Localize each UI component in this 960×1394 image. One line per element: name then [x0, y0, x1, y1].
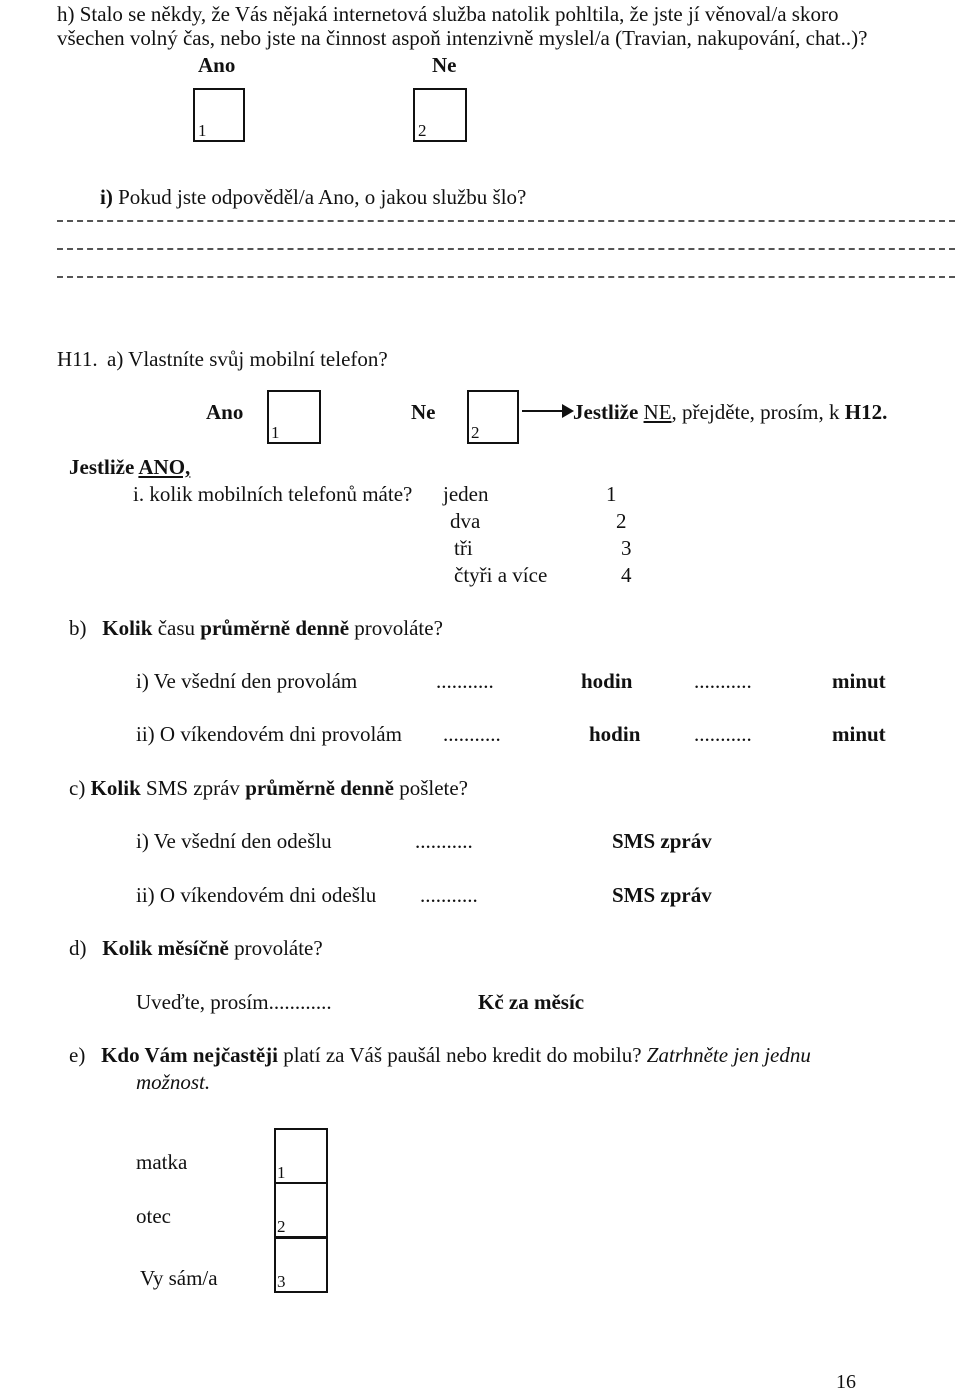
weekday-hours-dots[interactable]: ...........	[436, 669, 494, 693]
question-h11-a: a) Vlastníte svůj mobilní telefon?	[107, 347, 388, 371]
weekend-sms-label: ii) O víkendovém dni odešlu	[136, 883, 377, 907]
weekday-sms-label: i) Ve všední den odešlu	[136, 829, 332, 853]
h11-checkbox-yes-number: 1	[271, 423, 280, 442]
question-h11-label: H11.	[57, 347, 98, 371]
weekend-call-label: ii) O víkendovém dni provolám	[136, 722, 402, 746]
phone-count-question: i. kolik mobilních telefonů máte?	[133, 482, 413, 506]
checkbox-no-number: 2	[418, 121, 427, 140]
weekday-minutes-unit: minut	[832, 669, 886, 693]
weekend-hours-unit: hodin	[589, 722, 641, 746]
option-yes-label: Ano	[198, 53, 236, 77]
count-label-4: čtyři a více	[454, 563, 548, 587]
payer-checkbox-1-number: 1	[277, 1163, 286, 1182]
weekday-call-label: i) Ve všední den provolám	[136, 669, 358, 693]
payer-checkbox-2-number: 2	[277, 1217, 286, 1236]
payer-label-1: matka	[136, 1150, 188, 1174]
count-num-3[interactable]: 3	[621, 536, 632, 560]
answer-line-3[interactable]	[57, 276, 955, 278]
count-label-1: jeden	[443, 482, 489, 506]
payer-label-2: otec	[136, 1204, 171, 1228]
question-h-i: i) Pokud jste odpověděl/a Ano, o jakou službu šlo?	[100, 185, 527, 209]
monthly-cost-label: Uveďte, prosím............	[136, 990, 332, 1014]
h11-option-yes-label: Ano	[206, 400, 244, 424]
count-label-3: tři	[454, 536, 473, 560]
skip-instruction: Jestliže NE, přejděte, prosím, k H12.	[573, 400, 888, 424]
count-num-1[interactable]: 1	[606, 482, 617, 506]
count-num-2[interactable]: 2	[616, 509, 627, 533]
weekday-sms-dots[interactable]: ...........	[415, 829, 473, 853]
weekday-sms-unit: SMS zpráv	[612, 829, 712, 853]
option-no-label: Ne	[432, 53, 457, 77]
question-e-line2: možnost.	[136, 1070, 211, 1094]
weekend-sms-dots[interactable]: ...........	[420, 883, 478, 907]
weekend-sms-unit: SMS zpráv	[612, 883, 712, 907]
question-e-line1: e) Kdo Vám nejčastěji platí za Váš paušál nebo kredit do mobilu? Zatrhněte jen jednu	[69, 1043, 811, 1067]
count-label-2: dva	[450, 509, 481, 533]
monthly-cost-dots[interactable]: ............	[268, 990, 332, 1014]
arrow-right-icon	[522, 401, 574, 421]
question-h-line1: h) Stalo se někdy, že Vás nějaká internetová služba natolik pohltila, že jste jí věnoval/a skoro	[57, 2, 839, 26]
page-number: 16	[836, 1371, 856, 1393]
question-h-line2: všechen volný čas, nebo jste na činnost aspoň intenzivně myslel/a (Travian, nakupování, chat..)?	[57, 26, 868, 50]
checkbox-yes-number: 1	[198, 121, 207, 140]
question-c: c) Kolik SMS zpráv průměrně denně pošlete?	[69, 776, 468, 800]
h11-checkbox-no-number: 2	[471, 423, 480, 442]
monthly-cost-unit: Kč za měsíc	[478, 990, 585, 1014]
answer-line-2[interactable]	[57, 248, 955, 250]
question-b: b) Kolik času průměrně denně provoláte?	[69, 616, 443, 640]
answer-line-1[interactable]	[57, 220, 955, 222]
weekend-hours-dots[interactable]: ...........	[443, 722, 501, 746]
count-num-4[interactable]: 4	[621, 563, 632, 587]
if-yes-heading: Jestliže ANO,	[69, 455, 191, 479]
weekend-minutes-dots[interactable]: ...........	[694, 722, 752, 746]
weekend-minutes-unit: minut	[832, 722, 886, 746]
weekday-minutes-dots[interactable]: ...........	[694, 669, 752, 693]
question-d: d) Kolik měsíčně provoláte?	[69, 936, 323, 960]
payer-checkbox-3-number: 3	[277, 1272, 286, 1291]
h11-option-no-label: Ne	[411, 400, 436, 424]
payer-label-3: Vy sám/a	[140, 1266, 218, 1290]
weekday-hours-unit: hodin	[581, 669, 633, 693]
